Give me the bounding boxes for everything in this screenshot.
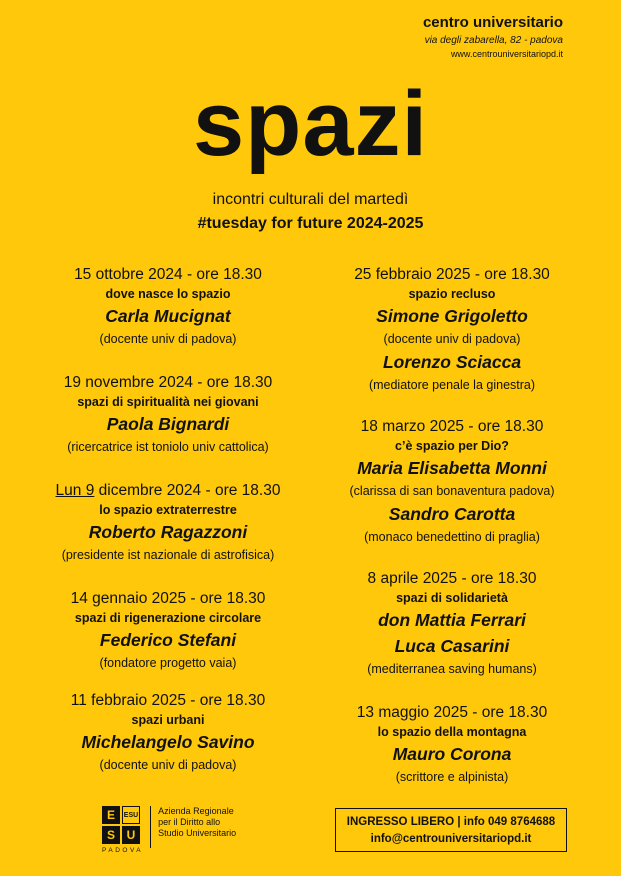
info-email[interactable]: info@centrouniversitariopd.it [370, 833, 532, 845]
event-role: (mediterranea saving humans) [367, 662, 537, 676]
event-speaker: Mauro Corona [392, 744, 512, 764]
logo-letter-e: E [102, 806, 120, 824]
event-item [302, 417, 602, 569]
events-left-column [18, 265, 318, 775]
esu-mark [102, 806, 143, 854]
event-role: (mediatore penale la ginestra) [368, 378, 536, 392]
logo-divider [150, 806, 151, 848]
logo-line: Studio Universitario [158, 828, 237, 838]
event-topic: lo spazio della montagna [377, 725, 527, 739]
event-item [18, 589, 318, 691]
event-speaker: don Mattia Ferrari [378, 610, 526, 630]
logo-esu-small: ESU [122, 806, 140, 824]
event-date: 8 aprile 2025 - ore 18.30 [367, 570, 537, 587]
event-date [18, 481, 318, 501]
poster-tagline: #tuesday for future 2024-2025 [197, 215, 424, 232]
event-role: (ricercatrice ist toniolo univ cattolica) [67, 440, 269, 454]
event-role: (monaco benedettino di praglia) [364, 530, 540, 544]
event-role: (presidente ist nazionale di astrofisica) [61, 548, 275, 562]
event-date-day: Lun 9 [55, 482, 95, 499]
esu-logo [102, 806, 236, 854]
event-speaker: Carla Mucignat [105, 306, 231, 326]
event-item [18, 481, 318, 589]
event-speaker: Sandro Carotta [388, 504, 516, 524]
logo-line: Azienda Regionale [158, 806, 234, 816]
event-speaker: Lorenzo Sciacca [382, 352, 522, 372]
event-date: 18 marzo 2025 - ore 18.30 [360, 418, 544, 435]
events-right-column [302, 265, 602, 787]
logo-letter-u: U [122, 826, 140, 844]
event-date: 19 novembre 2024 - ore 18.30 [63, 374, 273, 391]
event-speaker: Michelangelo Savino [81, 732, 255, 752]
info-phone: INGRESSO LIBERO | info 049 8764688 [346, 816, 556, 828]
event-role: (fondatore progetto vaia) [99, 656, 237, 670]
event-role: (clarissa di san bonaventura padova) [349, 484, 555, 498]
event-item [18, 265, 318, 373]
event-date: 15 ottobre 2024 - ore 18.30 [74, 266, 262, 283]
header [423, 14, 563, 59]
event-speaker: Simone Grigoletto [376, 306, 528, 326]
event-date: 13 maggio 2025 - ore 18.30 [356, 704, 548, 721]
org-name: centro universitario [422, 14, 563, 31]
org-website[interactable]: www.centrouniversitariopd.it [450, 49, 563, 59]
event-role: (docente univ di padova) [99, 332, 237, 346]
event-date: 25 febbraio 2025 - ore 18.30 [354, 266, 550, 283]
event-date-rest: dicembre 2024 - ore 18.30 [94, 482, 281, 499]
event-date: 11 febbraio 2025 - ore 18.30 [70, 692, 266, 709]
org-address: via degli zabarella, 82 - padova [424, 35, 563, 46]
info-box [335, 808, 567, 852]
event-topic: c’è spazio per Dio? [395, 439, 509, 453]
logo-line: per il Diritto allo [158, 817, 221, 827]
logo-city: PADOVA [102, 847, 144, 854]
event-speaker: Federico Stefani [99, 630, 237, 650]
event-item [302, 569, 602, 703]
event-speaker: Paola Bignardi [106, 414, 230, 434]
event-item [18, 691, 318, 775]
event-topic: lo spazio extraterrestre [99, 503, 237, 517]
event-topic: spazi urbani [131, 713, 205, 727]
poster-subtitle: incontri culturali del martedì [212, 191, 409, 208]
event-date: 14 gennaio 2025 - ore 18.30 [70, 590, 266, 607]
event-item [18, 373, 318, 481]
event-topic: dove nasce lo spazio [105, 287, 231, 301]
event-topic: spazi di solidarietà [396, 591, 508, 605]
event-item [302, 703, 602, 787]
event-role: (docente univ di padova) [383, 332, 521, 346]
event-speaker: Roberto Ragazzoni [88, 522, 248, 542]
event-speaker: Maria Elisabetta Monni [357, 458, 547, 478]
poster-title: spazi [192, 73, 429, 175]
event-item [302, 265, 602, 417]
event-topic: spazio recluso [408, 287, 496, 301]
event-speaker: Luca Casarini [394, 636, 510, 656]
logo-text [158, 806, 236, 839]
logo-letter-s: S [102, 826, 120, 844]
event-role: (docente univ di padova) [99, 758, 237, 772]
event-role: (scrittore e alpinista) [395, 770, 509, 784]
event-topic: spazi di spiritualità nei giovani [77, 395, 259, 409]
event-topic: spazi di rigenerazione circolare [74, 611, 262, 625]
